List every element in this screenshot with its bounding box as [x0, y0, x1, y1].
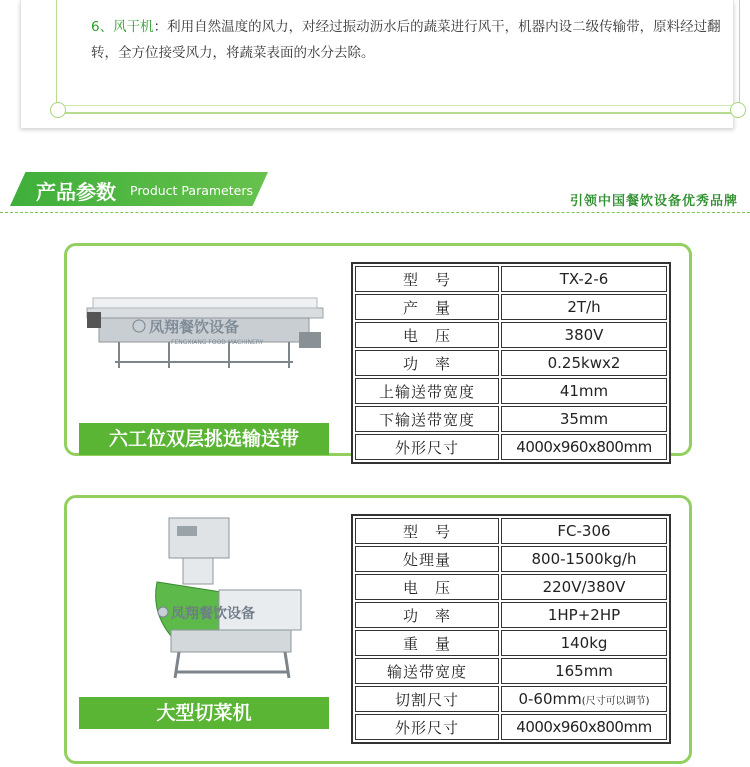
conveyor-watermark: 凤翔餐饮设备 — [149, 318, 240, 336]
spec-value: 1HP+2HP — [501, 602, 667, 628]
intro-box — [20, 0, 734, 128]
spec-value: 800-1500kg/h — [501, 546, 667, 572]
table-row — [355, 350, 667, 376]
intro-text — [91, 14, 741, 66]
product-card-cutter — [64, 495, 692, 764]
table-row — [355, 574, 667, 600]
spec-table-conveyor — [351, 262, 671, 464]
spec-key: 电 压 — [355, 322, 499, 348]
table-row — [355, 546, 667, 572]
section-title-en: Product Parameters — [130, 183, 253, 198]
table-row — [355, 322, 667, 348]
spec-value: 0-60mm — [518, 690, 582, 708]
cutter-machine-image — [79, 512, 329, 682]
table-row — [355, 714, 667, 740]
spec-value: 165mm — [501, 658, 667, 684]
spec-key: 电 压 — [355, 574, 499, 600]
spec-key: 功 率 — [355, 602, 499, 628]
spec-key: 功 率 — [355, 350, 499, 376]
spec-key: 外形尺寸 — [355, 434, 499, 460]
table-row — [355, 686, 667, 712]
conveyor-machine-image — [79, 286, 329, 381]
spec-key: 型 号 — [355, 518, 499, 544]
spec-value: 35mm — [501, 406, 667, 432]
spec-value-with-note — [501, 686, 667, 712]
spec-note: (尺寸可以调节) — [581, 696, 650, 707]
spec-key: 上输送带宽度 — [355, 378, 499, 404]
spec-table-cutter — [351, 514, 671, 744]
intro-description: ：利用自然温度的风力，对经过振动沥水后的蔬菜进行风干，机器内设二级传输带，原料经过翻转，全方位接受风力，将蔬菜表面的水分去除。 — [91, 19, 721, 61]
table-row — [355, 266, 667, 292]
table-row — [355, 518, 667, 544]
spec-value: 41mm — [501, 378, 667, 404]
spec-key: 下输送带宽度 — [355, 406, 499, 432]
spec-value: 140kg — [501, 630, 667, 656]
table-row — [355, 378, 667, 404]
brand-slogan: 引领中国餐饮设备优秀品牌 — [569, 194, 738, 209]
spec-value: 4000x960x800mm — [501, 434, 667, 460]
spec-value: FC-306 — [501, 518, 667, 544]
product-card-conveyor — [64, 243, 692, 456]
spec-value: 4000x960x800mm — [501, 714, 667, 740]
table-row — [355, 630, 667, 656]
spec-value: 380V — [501, 322, 667, 348]
intro-number-title: 6、风干机 — [91, 19, 154, 35]
table-row — [355, 602, 667, 628]
section-header-tab — [10, 172, 268, 206]
spec-key: 输送带宽度 — [355, 658, 499, 684]
table-row — [355, 658, 667, 684]
spec-value: 2T/h — [501, 294, 667, 320]
spec-value: TX-2-6 — [501, 266, 667, 292]
spec-key: 型 号 — [355, 266, 499, 292]
spec-value: 0.25kwx2 — [501, 350, 667, 376]
table-row — [355, 406, 667, 432]
spec-key: 处理量 — [355, 546, 499, 572]
frame-ornament-left — [50, 102, 66, 118]
product-name-conveyor: 六工位双层挑选输送带 — [79, 423, 329, 455]
spec-key: 重 量 — [355, 630, 499, 656]
frame-ornament-right — [730, 102, 746, 118]
spec-key: 产 量 — [355, 294, 499, 320]
section-title-cn: 产品参数 — [36, 180, 116, 204]
conveyor-watermark-en: FENGXIANG FOOD MACHINERY — [171, 339, 264, 346]
spec-value: 220V/380V — [501, 574, 667, 600]
table-row — [355, 294, 667, 320]
cutter-watermark: 凤翔餐饮设备 — [171, 606, 255, 622]
table-row — [355, 434, 667, 460]
product-name-cutter: 大型切菜机 — [79, 697, 329, 729]
spec-key: 切割尺寸 — [355, 686, 499, 712]
spec-key: 外形尺寸 — [355, 714, 499, 740]
section-divider — [0, 212, 750, 213]
